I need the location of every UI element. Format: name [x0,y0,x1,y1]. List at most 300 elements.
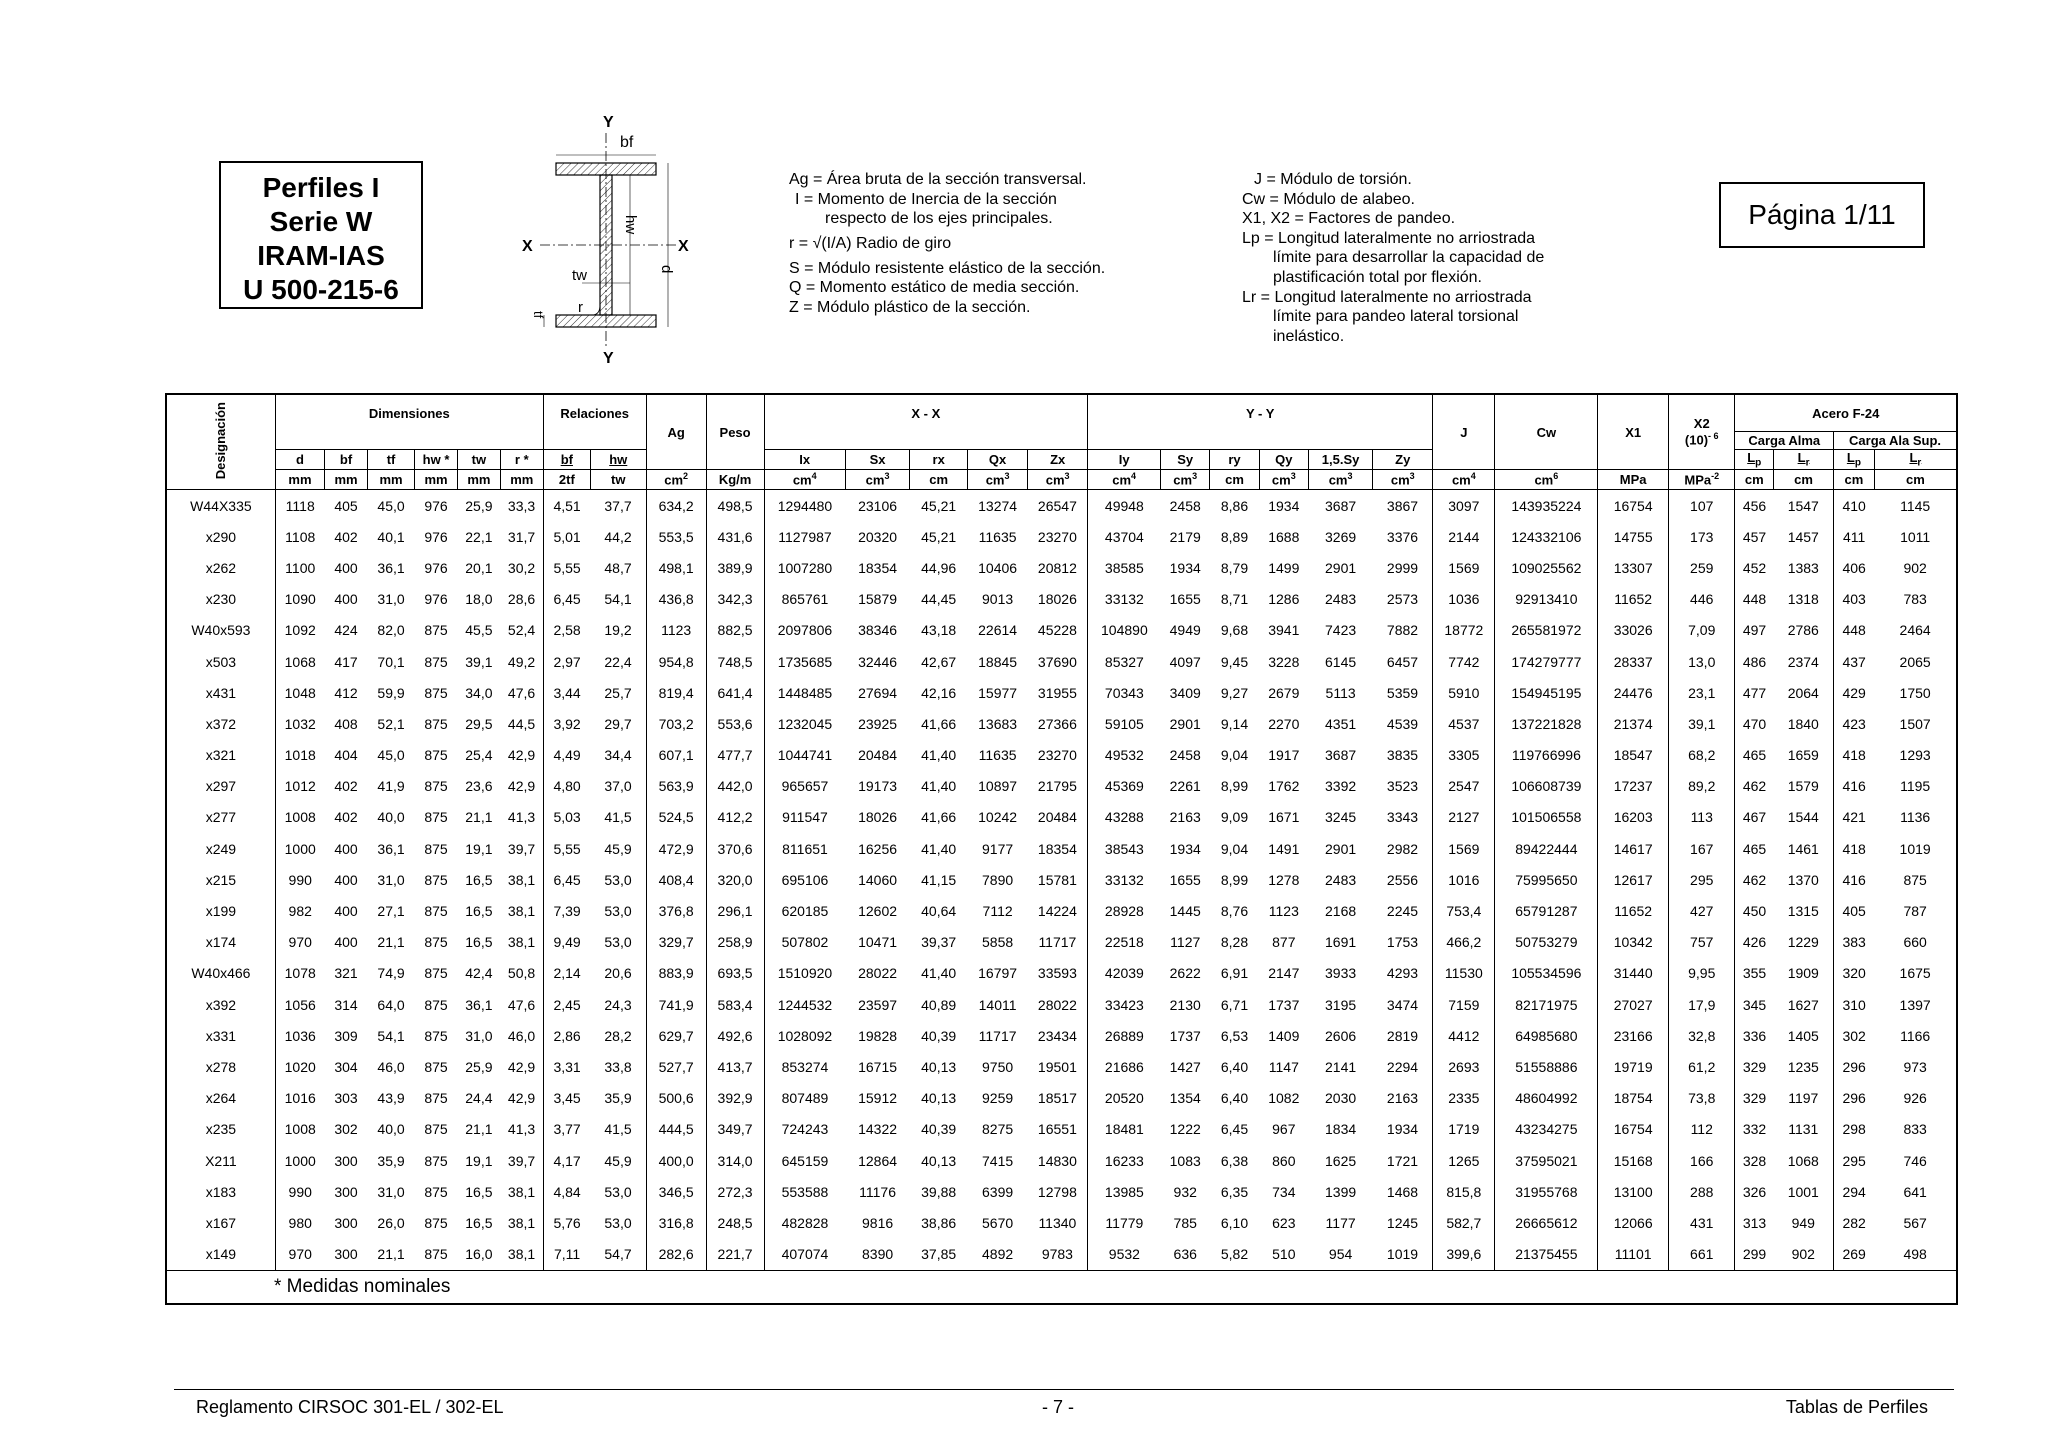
table-cell: 392,9 [706,1083,764,1114]
table-cell: 954,8 [646,646,706,677]
row-designation: x174 [166,927,275,958]
row-designation: x278 [166,1051,275,1082]
table-cell: 38,1 [500,1176,543,1207]
table-cell: 6457 [1373,646,1433,677]
table-cell: 21,1 [465,809,493,826]
table-cell: 38585 [1104,559,1144,576]
table-cell: 21,1 [377,934,405,951]
table-cell: 2163 [1169,809,1201,826]
table-row [166,833,1957,864]
table-cell: 8,28 [1220,934,1249,951]
sub-header-15: Zx [1028,450,1088,470]
table-cell: 321 [334,965,358,982]
table-row [166,1145,1957,1176]
legend-lr-3: inelástico. [1273,327,1345,345]
table-cell: 370,6 [706,833,764,864]
table-cell: 40,0 [377,809,405,826]
table-cell: 59,9 [377,684,405,701]
table-cell: 980 [288,1214,312,1231]
table-cell: 507802 [781,934,829,951]
table-cell: 23,6 [465,778,493,795]
table-cell: 1427 [1169,1058,1201,1075]
table-cell: 15879 [858,591,898,608]
table-cell: 400 [334,559,358,576]
table-cell: 1721 [1373,1145,1433,1176]
table-cell: 456 [1742,497,1767,514]
table-cell: 472,9 [646,833,706,864]
table-cell: 1011 [1900,528,1931,545]
table-cell: 1068 [284,653,316,670]
table-cell: 16203 [1598,802,1669,833]
table-cell: 1579 [1774,771,1834,802]
table-cell: 11340 [1028,1207,1088,1238]
table-cell: 11717 [978,1027,1017,1044]
table-cell: 54,7 [590,1239,646,1271]
table-cell: 302 [334,1121,358,1138]
table-cell: 8,89 [1220,528,1249,545]
table-cell: 137221828 [1495,708,1598,739]
unit-header-11: $cm^4$ [764,470,845,490]
table-cell: 875 [424,653,448,670]
legend-left [789,170,1105,318]
table-cell: 54,1 [590,584,646,615]
carga-alma-header: Carga Alma [1735,432,1834,450]
table-cell: 31,7 [500,521,543,552]
legend-x: X1, X2 = Factores de pandeo. [1242,210,1456,228]
table-cell: 693,5 [706,958,764,989]
table-cell: 1265 [1433,1145,1495,1176]
table-cell: 724243 [781,1121,829,1138]
table-cell: 14060 [858,871,898,888]
table-cell: 37595021 [1495,1145,1598,1176]
relaciones-header: Relaciones [543,394,646,432]
table-cell: 2458 [1169,747,1201,764]
table-cell: 26889 [1104,1027,1144,1044]
table-cell: 37690 [1028,646,1088,677]
table-cell: 23,1 [1669,677,1735,708]
table-cell: 811651 [782,840,828,857]
table-cell: 3933 [1325,965,1357,982]
table-cell: 553,6 [706,708,764,739]
table-cell: 295 [1669,864,1735,895]
table-cell: 18517 [1028,1083,1088,1114]
legend-q: Q = Momento estático de media sección. [789,279,1080,297]
table-cell: 1044741 [777,747,833,764]
table-cell: 27,1 [377,903,405,920]
table-cell: 5,82 [1220,1246,1249,1263]
table-cell: 28,2 [590,1020,646,1051]
table-cell: 412 [334,684,358,701]
table-cell: 43,9 [377,1090,405,1107]
table-cell: 444,5 [646,1114,706,1145]
table-cell: 44,5 [500,708,543,739]
table-cell: 926 [1903,1090,1927,1107]
table-cell: 7423 [1325,622,1357,639]
table-cell: 9532 [1108,1246,1140,1263]
table-cell: 1569 [1433,833,1495,864]
table-cell: 18481 [1104,1121,1144,1138]
table-cell: 965657 [781,778,829,795]
row-designation: x321 [166,740,275,771]
table-cell: 295 [1842,1152,1866,1169]
table-cell: 53,0 [590,1207,646,1238]
table-cell: 40,13 [921,1090,957,1107]
table-cell: 45,0 [377,497,405,514]
table-cell: 417 [334,653,358,670]
table-cell: 299 [1742,1246,1767,1263]
legend-lp-2: límite para desarrollar la capacidad de [1273,249,1545,267]
table-cell: 6,53 [1220,1027,1249,1044]
table-cell: 18354 [858,559,898,576]
table-cell: 1737 [1169,1027,1201,1044]
table-cell: 49948 [1104,497,1144,514]
row-designation: x262 [166,552,275,583]
table-cell: 1909 [1774,958,1834,989]
sub-header-1: d [275,450,324,470]
table-cell: 1000 [284,1152,316,1169]
table-cell: 410 [1842,497,1866,514]
sub-header-12: Sx [845,450,909,470]
footer-left: Reglamento CIRSOC 301-EL / 302-EL [196,1397,504,1417]
table-cell: 1177 [1325,1214,1356,1231]
table-cell: 16,5 [465,934,493,951]
table-cell: 310 [1842,996,1866,1013]
table-cell: 1001 [1774,1176,1834,1207]
table-cell: 9,04 [1220,840,1249,857]
table-cell: 25,4 [465,747,493,764]
table-cell: 50,8 [500,958,543,989]
table-cell: 436,8 [646,584,706,615]
table-cell: 6,38 [1220,1152,1249,1169]
table-cell: 5113 [1325,684,1356,701]
table-row [166,677,1957,708]
table-cell: 2294 [1373,1051,1433,1082]
table-cell: 967 [1272,1121,1296,1138]
table-cell: 2144 [1433,521,1495,552]
table-cell: 328 [1742,1152,1767,1169]
table-cell: 68,2 [1669,740,1735,771]
table-cell: 1123 [646,615,706,646]
unit-header-6: mm [500,470,543,490]
table-cell: 30,2 [500,552,543,583]
table-cell: 16,5 [465,871,493,888]
table-cell: 1840 [1774,708,1834,739]
table-cell: 42039 [1104,965,1144,982]
table-row [166,771,1957,802]
table-cell: 105534596 [1495,958,1598,989]
sub-header-4: hw * [415,450,458,470]
table-cell: 47,6 [500,989,543,1020]
table-cell: 248,5 [706,1207,764,1238]
table-cell: 1090 [284,591,316,608]
table-cell: 2374 [1774,646,1834,677]
table-cell: 452 [1742,559,1767,576]
legend-r: r = √(I/A) Radio de giro [789,234,952,252]
table-cell: 875 [424,934,448,951]
table-cell: 1834 [1325,1121,1357,1138]
unit-header-26: cm [1735,470,1774,490]
table-cell: 106608739 [1495,771,1598,802]
table-cell: 976 [424,559,448,576]
table-cell: 10406 [978,559,1018,576]
table-cell: 27027 [1598,989,1669,1020]
table-cell: 3392 [1325,778,1357,795]
table-cell: 661 [1669,1239,1735,1271]
xx-header: X - X [764,394,1088,432]
table-cell: 346,5 [646,1176,706,1207]
table-cell: 623 [1272,1214,1296,1231]
table-cell: 41,3 [500,802,543,833]
table-cell: 400,0 [646,1145,706,1176]
table-cell: 1083 [1169,1152,1201,1169]
table-cell: 2163 [1373,1083,1433,1114]
table-cell: 41,40 [921,965,957,982]
row-designation: x331 [166,1020,275,1051]
table-cell: 329 [1742,1090,1767,1107]
table-cell: 3228 [1268,653,1300,670]
table-cell: 1318 [1774,584,1834,615]
table-cell: 7,39 [553,903,581,920]
table-cell: 2458 [1169,497,1201,514]
table-cell: 143935224 [1495,490,1598,522]
table-cell: 45,21 [921,528,957,545]
table-cell: 20520 [1104,1090,1144,1107]
yy-header: Y - Y [1088,394,1433,432]
table-cell: 875 [424,747,448,764]
table-cell: 34,0 [465,684,493,701]
table-cell: 634,2 [646,490,706,522]
table-cell: 329 [1742,1058,1767,1075]
table-row [166,521,1957,552]
table-cell: 24476 [1598,677,1669,708]
table-cell: 9,49 [553,934,581,951]
table-cell: 629,7 [646,1020,706,1051]
table-cell: 14224 [1028,895,1088,926]
table-cell: 265581972 [1495,615,1598,646]
table-cell: 2270 [1268,715,1300,732]
table-cell: 35,9 [377,1152,405,1169]
table-cell: 400 [334,871,358,888]
table-cell: 20,6 [590,958,646,989]
table-cell: 2786 [1774,615,1834,646]
table-cell: 1405 [1774,1020,1834,1051]
table-cell: 4,80 [553,778,581,795]
y-bottom-label: Y [603,350,614,365]
table-cell: 9013 [982,591,1014,608]
table-cell: 875 [424,1152,448,1169]
table-cell: 1118 [285,497,315,514]
table-cell: 21374 [1598,708,1669,739]
table-cell: 20,1 [465,559,493,576]
table-cell: 1917 [1268,747,1300,764]
table-cell: 33593 [1028,958,1088,989]
table-cell: 2999 [1373,552,1433,583]
table-cell: 902 [1774,1239,1834,1271]
table-cell: 787 [1903,903,1927,920]
table-cell: 16256 [858,840,898,857]
table-cell: 1625 [1325,1152,1357,1169]
table-cell: 1293 [1899,747,1931,764]
table-cell: 40,64 [921,903,957,920]
table-cell: 41,66 [921,809,957,826]
table-cell: 16233 [1104,1152,1144,1169]
table-cell: 421 [1842,809,1866,826]
table-cell: 85327 [1104,653,1144,670]
table-cell: 833 [1903,1121,1927,1138]
table-cell: 8,99 [1220,871,1249,888]
x-left-label: X [522,238,533,255]
table-cell: 1409 [1268,1027,1300,1044]
table-cell: 31,0 [465,1027,493,1044]
table-cell: 553588 [781,1183,829,1200]
table-cell: 1655 [1169,591,1201,608]
table-cell: 400 [334,903,358,920]
table-cell: 89,2 [1669,771,1735,802]
table-cell: 12066 [1598,1207,1669,1238]
table-cell: 18,0 [465,591,493,608]
table-cell: 40,39 [921,1027,957,1044]
table-cell: 1012 [284,778,316,795]
table-cell: 418 [1842,840,1866,857]
table-cell: 431,6 [706,521,764,552]
table-cell: 300 [334,1183,358,1200]
table-cell: 12602 [858,903,898,920]
table-cell: 42,9 [500,771,543,802]
table-cell: 404 [334,747,358,764]
sub-header-2: bf [325,450,368,470]
table-cell: 1445 [1169,903,1201,920]
table-row [166,1114,1957,1145]
table-cell: 1019 [1899,840,1931,857]
table-cell: 3687 [1325,497,1357,514]
table-cell: 9,45 [1220,653,1249,670]
table-cell: 1145 [1900,497,1931,514]
table-cell: 313 [1742,1214,1767,1231]
acero-header: Acero F-24 [1735,394,1957,432]
table-cell: 413,7 [706,1051,764,1082]
table-cell: 641,4 [706,677,764,708]
table-cell: 302 [1842,1027,1866,1044]
table-cell: 1127987 [778,528,832,545]
table-cell: 26547 [1028,490,1088,522]
table-cell: 288 [1669,1176,1735,1207]
sub-header-5: tw [457,450,500,470]
table-cell: 303 [334,1090,358,1107]
table-cell: 320,0 [706,864,764,895]
table-cell: 16715 [858,1058,898,1075]
table-cell: 5858 [982,934,1014,951]
table-cell: 6,40 [1220,1090,1249,1107]
title-line-2: Serie W [269,206,373,237]
unit-header-7: 2tf [543,470,590,490]
table-cell: 20484 [858,747,898,764]
legend-z: Z = Módulo plástico de la sección. [789,298,1031,316]
table-cell: 2065 [1899,653,1931,670]
table-cell: 24,4 [465,1090,493,1107]
table-cell: 12864 [858,1152,898,1169]
table-row [166,1176,1957,1207]
table-cell: 412,2 [706,802,764,833]
table-cell: 43234275 [1495,1114,1598,1145]
table-cell: 70,1 [377,653,405,670]
legend-s: S = Módulo resistente elástico de la sección. [789,259,1106,277]
table-cell: 21795 [1028,771,1088,802]
table-cell: 9,27 [1220,684,1249,701]
table-cell: 2141 [1325,1058,1357,1075]
table-cell: 2245 [1373,895,1433,926]
sub-header-14: Qx [968,450,1028,470]
table-cell: 1737 [1268,996,1300,1013]
table-cell: 23434 [1028,1020,1088,1051]
table-cell: 46,0 [377,1058,405,1075]
table-cell: 7159 [1433,989,1495,1020]
table-cell: 47,6 [500,677,543,708]
unit-header-22: $cm^4$ [1433,470,1495,490]
table-cell: 1232045 [777,715,833,732]
table-cell: 34,4 [590,740,646,771]
table-cell: 29,7 [590,708,646,739]
i-section-diagram [520,115,700,365]
table-cell: 466,2 [1433,927,1495,958]
table-cell: 16,0 [465,1246,493,1263]
table-cell: 4351 [1325,715,1357,732]
table-cell: 3245 [1325,809,1357,826]
unit-header-27: cm [1774,470,1834,490]
table-cell: 477 [1742,684,1767,701]
unit-header-14: $cm^3$ [968,470,1028,490]
table-cell: 462 [1742,871,1767,888]
table-cell: 9750 [982,1058,1014,1075]
unit-header-10: Kg/m [706,470,764,490]
table-cell: 329,7 [646,927,706,958]
table-cell: 1286 [1268,591,1300,608]
table-cell: 31,0 [377,591,405,608]
table-cell: 976 [424,497,448,514]
table-cell: 45,9 [590,1145,646,1176]
table-cell: 1078 [284,965,316,982]
table-cell: 2335 [1433,1083,1495,1114]
table-cell: 173 [1669,521,1735,552]
table-cell: 6,45 [553,591,581,608]
table-cell: 2819 [1373,1020,1433,1051]
table-cell: 64,0 [377,996,405,1013]
table-cell: 970 [288,1246,312,1263]
table-cell: 61,2 [1669,1051,1735,1082]
table-cell: 1068 [1774,1145,1834,1176]
table-cell: 524,5 [646,802,706,833]
table-cell: 5359 [1373,677,1433,708]
row-designation: X211 [166,1145,275,1176]
table-cell: 48,7 [590,552,646,583]
table-cell: 14755 [1598,521,1669,552]
table-cell: 1510920 [777,965,833,982]
table-cell: 1016 [1433,864,1495,895]
table-cell: 411 [1842,528,1866,545]
table-cell: 8275 [982,1121,1014,1138]
table-cell: 45369 [1104,778,1144,795]
table-cell: 4,17 [553,1152,581,1169]
cw-header: Cw [1495,394,1598,470]
unit-header-28: cm [1834,470,1875,490]
table-cell: 641 [1903,1183,1927,1200]
table-cell: 1397 [1899,996,1931,1013]
title-box [219,161,423,309]
table-cell: 5,03 [553,809,581,826]
table-cell: 314 [334,996,358,1013]
table-cell: 1000 [284,840,316,857]
table-row [166,740,1957,771]
r-label: r [578,299,583,316]
